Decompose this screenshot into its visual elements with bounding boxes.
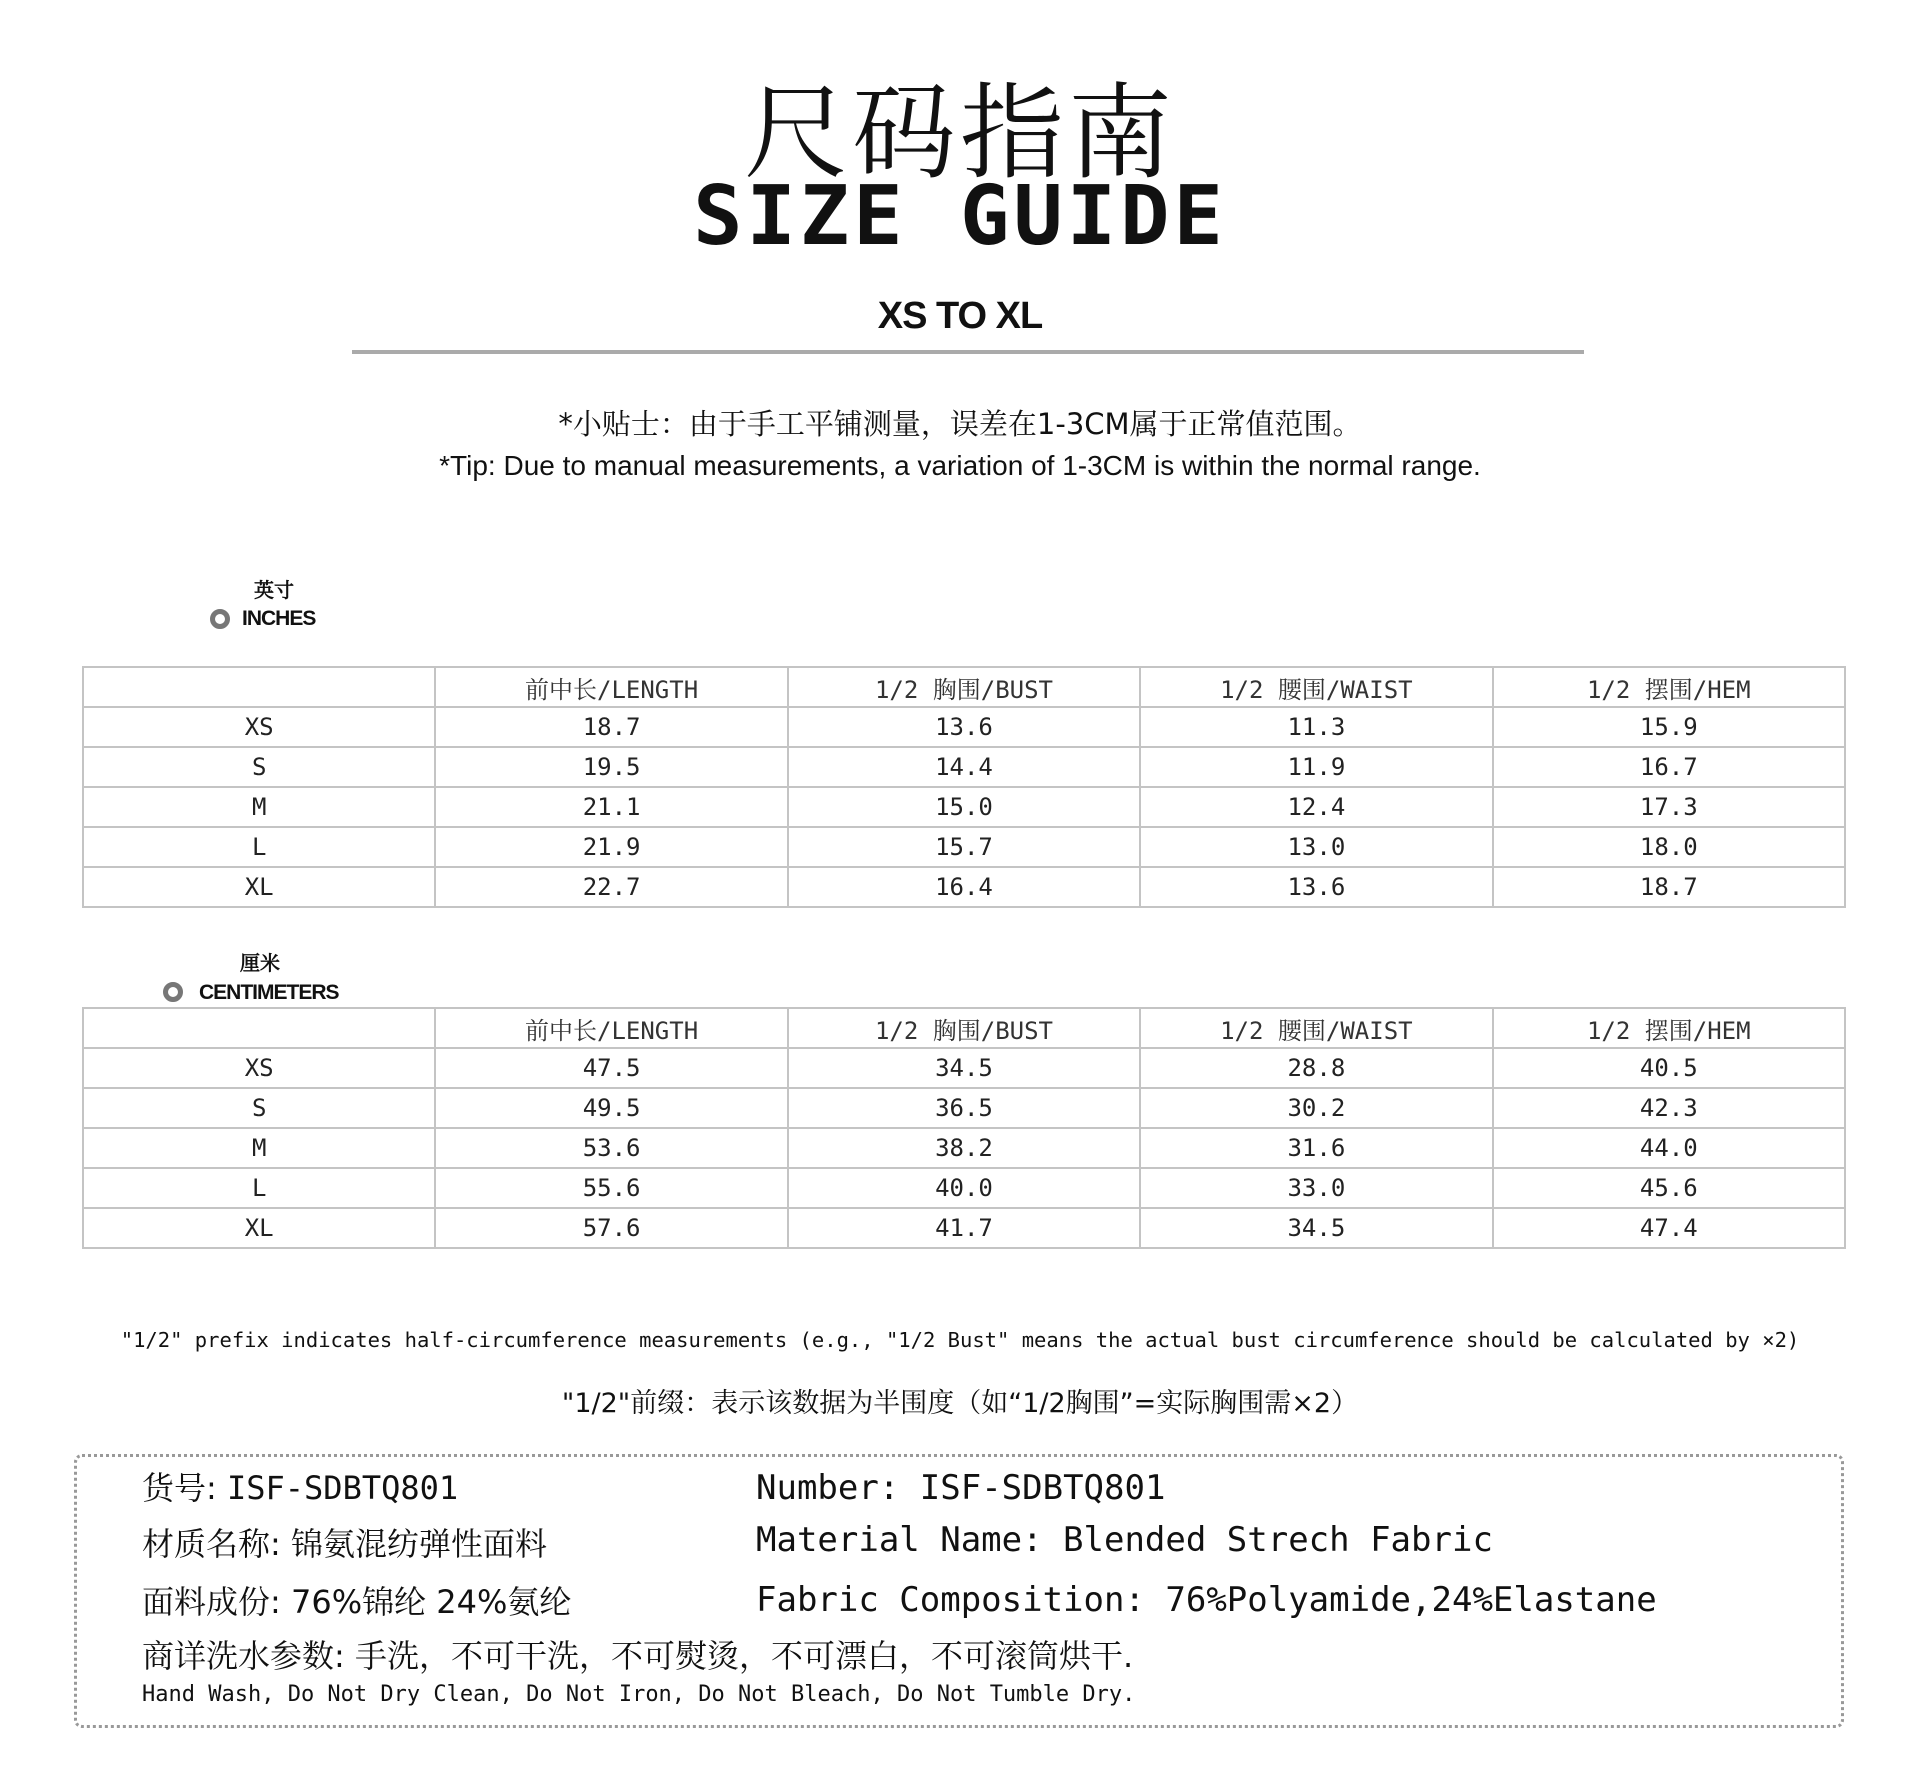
half-measure-note-en: "1/2" prefix indicates half-circumference measurements (e.g., "1/2 Bust" means the actual bust circumference should be calculated by ×2) [120, 1328, 1800, 1352]
waist-cell: 11.3 [1140, 707, 1492, 747]
table-row [83, 1208, 1845, 1248]
column-header-length: 前中长/LENGTH [435, 667, 787, 707]
bust-cell: 36.5 [788, 1088, 1140, 1128]
bust-cell: 34.5 [788, 1048, 1140, 1088]
hem-cell: 18.0 [1493, 827, 1845, 867]
fabric-composition-en: Fabric Composition: 76%Polyamide,24%Elastane [756, 1580, 1657, 1620]
inches-size-table [82, 666, 1846, 908]
waist-cell: 33.0 [1140, 1168, 1492, 1208]
length-cell: 49.5 [435, 1088, 787, 1128]
table-row [83, 1128, 1845, 1168]
waist-cell: 12.4 [1140, 787, 1492, 827]
table-row [83, 1168, 1845, 1208]
waist-cell: 30.2 [1140, 1088, 1492, 1128]
size-cell: M [83, 1128, 435, 1168]
centimeters-label-cn: 厘米 [240, 951, 280, 975]
bust-cell: 40.0 [788, 1168, 1140, 1208]
material-name-cn [142, 1522, 547, 1566]
bust-cell: 41.7 [788, 1208, 1140, 1248]
care-value-cn: 手洗，不可干洗，不可熨烫，不可漂白，不可滚筒烘干. [354, 1637, 1134, 1675]
column-header-bust: 1/2 胸围/BUST [788, 1008, 1140, 1048]
length-cell: 55.6 [435, 1168, 787, 1208]
care-instructions-cn [142, 1634, 1133, 1678]
column-header-length: 前中长/LENGTH [435, 1008, 787, 1048]
size-cell: S [83, 747, 435, 787]
size-cell: XS [83, 1048, 435, 1088]
table-row [83, 707, 1845, 747]
hem-cell: 44.0 [1493, 1128, 1845, 1168]
length-cell: 53.6 [435, 1128, 787, 1168]
hem-cell: 16.7 [1493, 747, 1845, 787]
centimeters-size-table [82, 1007, 1846, 1249]
size-cell: L [83, 827, 435, 867]
length-cell: 22.7 [435, 867, 787, 907]
radio-ring-icon [163, 982, 183, 1002]
product-number-label-cn: 货号: [142, 1469, 217, 1507]
table-row [83, 867, 1845, 907]
table-header-row [83, 1008, 1845, 1048]
size-cell: S [83, 1088, 435, 1128]
bust-cell: 13.6 [788, 707, 1140, 747]
bust-cell: 16.4 [788, 867, 1140, 907]
table-row [83, 1088, 1845, 1128]
size-cell: XL [83, 867, 435, 907]
column-header-bust: 1/2 胸围/BUST [788, 667, 1140, 707]
waist-cell: 13.0 [1140, 827, 1492, 867]
inches-label-en: INCHES [242, 607, 316, 630]
column-header-hem: 1/2 摆围/HEM [1493, 1008, 1845, 1048]
length-cell: 21.1 [435, 787, 787, 827]
waist-cell: 13.6 [1140, 867, 1492, 907]
material-value-cn: 锦氨混纺弹性面料 [290, 1525, 547, 1563]
size-range-heading: XS TO XL [877, 295, 1043, 337]
divider [352, 350, 1584, 354]
waist-cell: 34.5 [1140, 1208, 1492, 1248]
hem-cell: 17.3 [1493, 787, 1845, 827]
column-header [83, 1008, 435, 1048]
hem-cell: 47.4 [1493, 1208, 1845, 1248]
length-cell: 57.6 [435, 1208, 787, 1248]
product-number-value-en: ISF-SDBTQ801 [919, 1468, 1166, 1508]
page-title-cn: 尺码指南 [743, 72, 1176, 194]
column-header-hem: 1/2 摆围/HEM [1493, 667, 1845, 707]
fabric-composition-cn [142, 1580, 571, 1624]
page-title-en: SIZE GUIDE [693, 169, 1227, 264]
length-cell: 18.7 [435, 707, 787, 747]
hem-cell: 15.9 [1493, 707, 1845, 747]
bust-cell: 15.7 [788, 827, 1140, 867]
length-cell: 21.9 [435, 827, 787, 867]
tip-cn: *小贴士：由于手工平铺测量，误差在1-3CM属于正常值范围。 [558, 407, 1362, 441]
material-label-cn: 材质名称: [142, 1525, 281, 1563]
column-header-waist: 1/2 腰围/WAIST [1140, 667, 1492, 707]
length-cell: 47.5 [435, 1048, 787, 1088]
tip-en: *Tip: Due to manual measurements, a variation of 1-3CM is within the normal range. [439, 450, 1481, 481]
product-number-cn [142, 1466, 458, 1510]
table-row [83, 1048, 1845, 1088]
size-cell: M [83, 787, 435, 827]
size-cell: XL [83, 1208, 435, 1248]
composition-label-cn: 面料成份: [142, 1583, 281, 1621]
waist-cell: 11.9 [1140, 747, 1492, 787]
hem-cell: 42.3 [1493, 1088, 1845, 1128]
hem-cell: 45.6 [1493, 1168, 1845, 1208]
waist-cell: 31.6 [1140, 1128, 1492, 1168]
hem-cell: 40.5 [1493, 1048, 1845, 1088]
hem-cell: 18.7 [1493, 867, 1845, 907]
bust-cell: 38.2 [788, 1128, 1140, 1168]
centimeters-label-en: CENTIMETERS [199, 981, 339, 1004]
size-cell: L [83, 1168, 435, 1208]
care-label-cn: 商详洗水参数: [142, 1637, 345, 1675]
inches-label-cn: 英寸 [254, 578, 294, 602]
column-header [83, 667, 435, 707]
half-measure-note-cn: "1/2"前缀：表示该数据为半围度（如“1/2胸围”=实际胸围需×2） [561, 1388, 1359, 1419]
composition-value-cn: 76%锦纶 24%氨纶 [290, 1583, 572, 1621]
bust-cell: 14.4 [788, 747, 1140, 787]
product-number-en [756, 1466, 1165, 1510]
waist-cell: 28.8 [1140, 1048, 1492, 1088]
column-header-waist: 1/2 腰围/WAIST [1140, 1008, 1492, 1048]
radio-ring-icon [210, 609, 230, 629]
table-row [83, 747, 1845, 787]
care-instructions-en: Hand Wash, Do Not Dry Clean, Do Not Iron, Do Not Bleach, Do Not Tumble Dry. [142, 1682, 1136, 1707]
product-number-label-en: Number: [756, 1468, 900, 1508]
table-header-row [83, 667, 1845, 707]
table-row [83, 787, 1845, 827]
bust-cell: 15.0 [788, 787, 1140, 827]
size-cell: XS [83, 707, 435, 747]
material-name-en: Material Name: Blended Strech Fabric [756, 1520, 1493, 1560]
product-number-value: ISF-SDBTQ801 [226, 1469, 459, 1507]
table-row [83, 827, 1845, 867]
length-cell: 19.5 [435, 747, 787, 787]
